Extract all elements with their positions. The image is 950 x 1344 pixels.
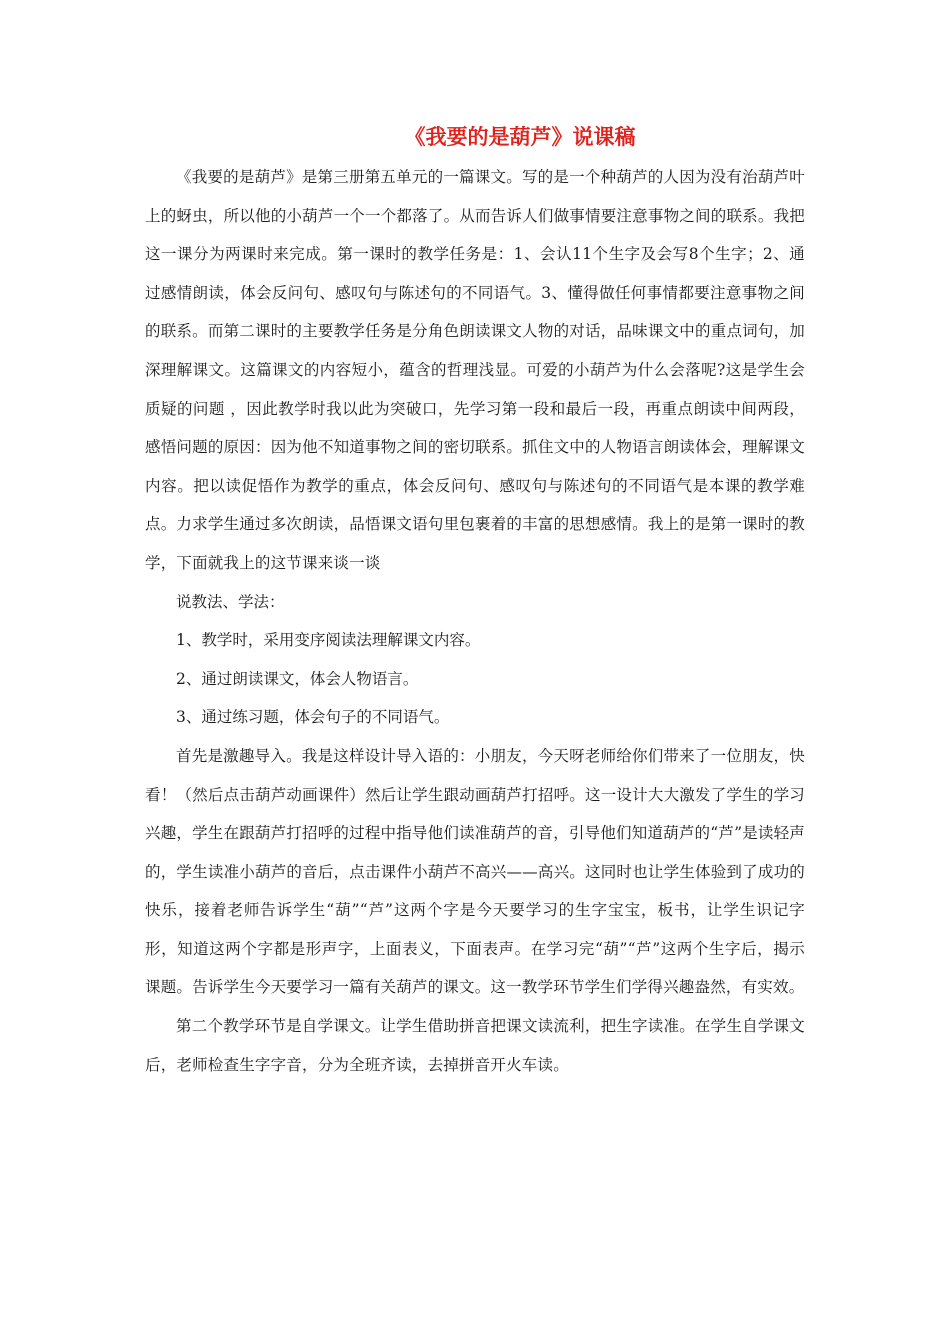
method-item-1: 1、教学时，采用变序阅读法理解课文内容。 [176,631,481,650]
document-page [145,118,805,1084]
method-item-3: 3、通过练习题，体会句子的不同语气。 [176,708,450,727]
method-item-2: 2、通过朗读课文，体会人物语言。 [176,669,419,688]
intro-paragraph: 《我要的是葫芦》是第三册第五单元的一篇课文。写的是一个种葫芦的人因为没有治葫芦叶上的蚜虫，所以他的小葫芦一个一个都落了。从而告诉人们做事情要注意事物之间的联系。我把这一课分为两课时来完成。第一课时的教学任务是：1、会认11个生字及会写8个生字；2、通过感情朗读，体会反问句、感叹句与陈述句的不同语气。3、懂得做任何事情都要注意事物之间的联系。而第二课时的主要教学任务是分角色朗读课文人物的对话，品味课文中的重点词句，加深理解课文。这篇课文的内容短小，蕴含的哲理浅显。可爱的小葫芦为什么会落呢?这是学生会质疑的问题 ，因此教学时我以此为突破口，先学习第一段和最后一段，再重点朗读中间两段，感悟问题的原因：因为他不知道事物之间的密切联系。抓住文中的人物语言朗读体会，理解课文内容。把以读促悟作为教学的重点，体会反问句、感叹句与陈述句的不同语气是本课的教学难点。力求学生通过多次朗读，品悟课文语句里包裹着的丰富的思想感情。我上的是第一课时的教学，下面就我上的这节课来谈一谈 [145,168,805,572]
self-study-paragraph: 第二个教学环节是自学课文。让学生借助拼音把课文读流利，把生字读准。在学生自学课文后，老师检查生字字音，分为全班齐读，去掉拼音开火车读。 [145,1017,805,1074]
lead-in-paragraph: 首先是激趣导入。我是这样设计导入语的：小朋友，今天呀老师给你们带来了一位朋友，快看！（然后点击葫芦动画课件）然后让学生跟动画葫芦打招呼。这一设计大大激发了学生的学习兴趣，学生在跟葫芦打招呼的过程中指导他们读准葫芦的音，引导他们知道葫芦的“芦”是读轻声的，学生读准小葫芦的音后，点击课件小葫芦不高兴——高兴。这同时也让学生体验到了成功的快乐，接着老师告诉学生“葫”“芦”这两个字是今天要学习的生字宝宝，板书，让学生识记字形，知道这两个字都是形声字，上面表义，下面表声。在学习完“葫”“芦”这两个生字后，揭示课题。告诉学生今天要学习一篇有关葫芦的课文。这一教学环节学生们学得兴趣盎然，有实效。 [145,746,805,997]
document-title: 《我要的是葫芦》说课稿 [404,124,636,149]
methods-heading: 说教法、学法： [176,592,285,611]
